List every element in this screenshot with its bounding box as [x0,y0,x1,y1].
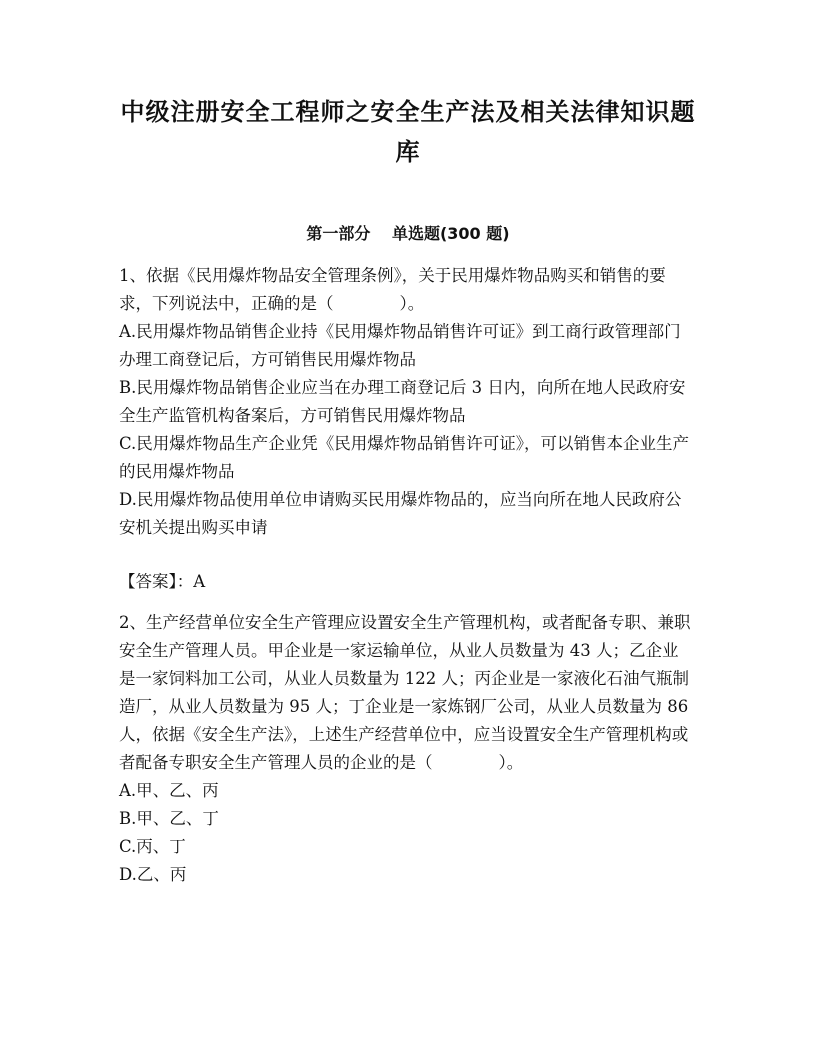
question-1 [119,262,691,542]
section-heading: 第一部分 单选题(300 题) [306,224,510,243]
question-2-stem: 2、生产经营单位安全生产管理应设置安全生产管理机构，或者配备专职、兼职安全生产管理人员。甲企业是一家运输单位，从业人员数量为 43 人；乙企业是一家饲料加工公司，从业人员数量为 122 人；丙企业是一家液化石油气瓶制造厂，从业人员数量为 95 人；丁企业是一家炼钢厂公司，从业人员数量为 86 人，依据《安全生产法》，上述生产经营单位中，应当设置安全生产管理机构或者配备专职安全生产管理人员的企业的是（ ）。 [119,613,691,772]
question-1-stem: 1、依据《民用爆炸物品安全管理条例》，关于民用爆炸物品购买和销售的要求，下列说法中，正确的是（ ）。 [119,266,666,313]
question-1-option-b: B.民用爆炸物品销售企业应当在办理工商登记后 3 日内，向所在地人民政府安全生产监管机构备案后，方可销售民用爆炸物品 [119,378,686,425]
question-2 [119,609,691,889]
document-title: 中级注册安全工程师之安全生产法及相关法律知识题库 [120,98,696,166]
question-1-option-d: D.民用爆炸物品使用单位申请购买民用爆炸物品的，应当向所在地人民政府公安机关提出购买申请 [119,490,682,537]
question-2-option-c: C.丙、丁 [119,837,186,856]
question-2-option-b: B.甲、乙、丁 [119,809,219,828]
question-2-option-a: A.甲、乙、丙 [119,781,219,800]
question-1-answer: 【答案】：A [119,572,206,591]
question-2-option-d: D.乙、丙 [119,865,187,884]
question-1-option-a: A.民用爆炸物品销售企业持《民用爆炸物品销售许可证》到工商行政管理部门办理工商登记后，方可销售民用爆炸物品 [119,322,681,369]
question-1-option-c: C.民用爆炸物品生产企业凭《民用爆炸物品销售许可证》，可以销售本企业生产的民用爆炸物品 [119,434,690,481]
